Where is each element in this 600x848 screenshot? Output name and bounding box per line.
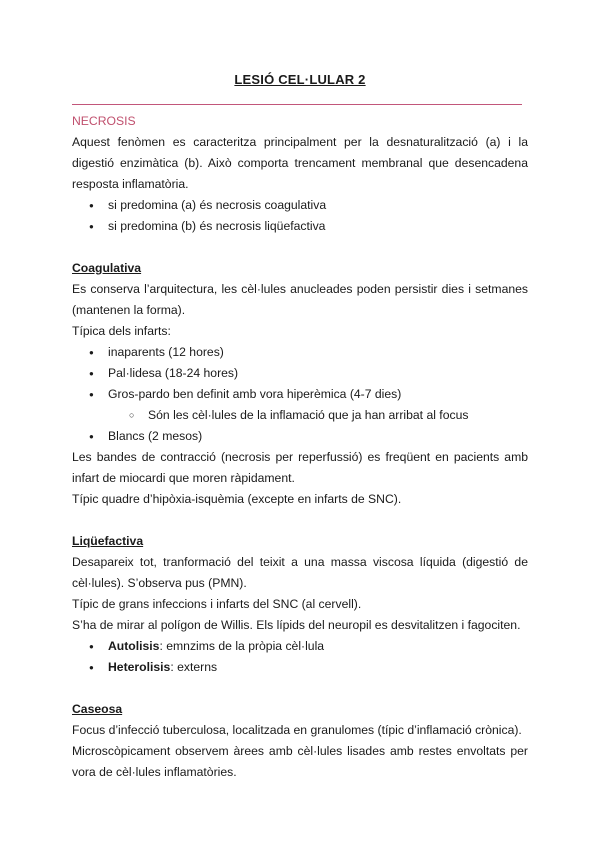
section-heading-liquefactiva: Liqüefactiva (72, 534, 144, 548)
list-item: ● Blancs (2 mesos) (72, 426, 528, 447)
section-heading-necrosis: NECROSIS (72, 114, 136, 128)
coagulativa-paragraph: Típica dels infarts: (72, 324, 171, 338)
term-heterolisis: Heterolisis (108, 660, 171, 674)
necrosis-intro: Aquest fenòmen es caracteritza principalment per la desnaturalització (a) i la digestió enzimàtica (b). Això comporta trencament membranal que desencadena resposta inflamatòria. (72, 135, 528, 191)
list-item: ● Gros-pardo ben definit amb vora hiperèmica (4-7 dies) (72, 384, 528, 405)
liquefactiva-paragraph: S’ha de mirar al polígon de Willis. Els lípids del neuropil es desvitalitzen i fagociten. (72, 618, 521, 632)
coagulativa-paragraph: Es conserva l’arquitectura, les cèl·lules anucleades poden persistir dies i setmanes (mantenen la forma). (72, 282, 528, 317)
list-item (72, 657, 528, 678)
liquefactiva-paragraph: Típic de grans infeccions i infarts del SNC (al cervell). (72, 597, 362, 611)
liquefactiva-paragraph: Desapareix tot, tranformació del teixit a una massa viscosa líquida (digestió de cèl·lules). S’observa pus (PMN). (72, 555, 528, 590)
caseosa-paragraph: Microscòpicament observem àrees amb cèl·lules lisades amb restes envoltats per vora de cèl·lules inflamatòries. (72, 744, 528, 779)
section-heading-caseosa: Caseosa (72, 702, 123, 716)
page-title: LESIÓ CEL·LULAR 2 (234, 72, 366, 87)
list-item: ● Pal·lidesa (18-24 hores) (72, 363, 528, 384)
term-definition: : externs (170, 660, 218, 674)
list-item: ● si predomina (b) és necrosis liqüefactiva (72, 216, 528, 237)
section-heading-coagulativa: Coagulativa (72, 261, 142, 275)
list-item (72, 636, 528, 657)
list-item: ● inaparents (12 hores) (72, 342, 528, 363)
title-divider (72, 104, 522, 105)
coagulativa-paragraph: Les bandes de contracció (necrosis per reperfussió) es freqüent en pacients amb infart de miocardi que moren ràpidament. (72, 450, 528, 485)
caseosa-paragraph: Focus d’infecció tuberculosa, localitzada en granulomes (típic d’inflamació crònica). (72, 723, 522, 737)
term-autolisis: Autolisis (108, 639, 160, 653)
sub-list-item: ○ Són les cèl·lules de la inflamació que ja han arribat al focus (72, 405, 528, 426)
coagulativa-paragraph: Típic quadre d’hipòxia-isquèmia (excepte en infarts de SNC). (72, 492, 402, 506)
list-item: ● si predomina (a) és necrosis coagulativa (72, 195, 528, 216)
document-body (72, 111, 528, 783)
term-definition: : emnzims de la pròpia cèl·lula (159, 639, 325, 653)
